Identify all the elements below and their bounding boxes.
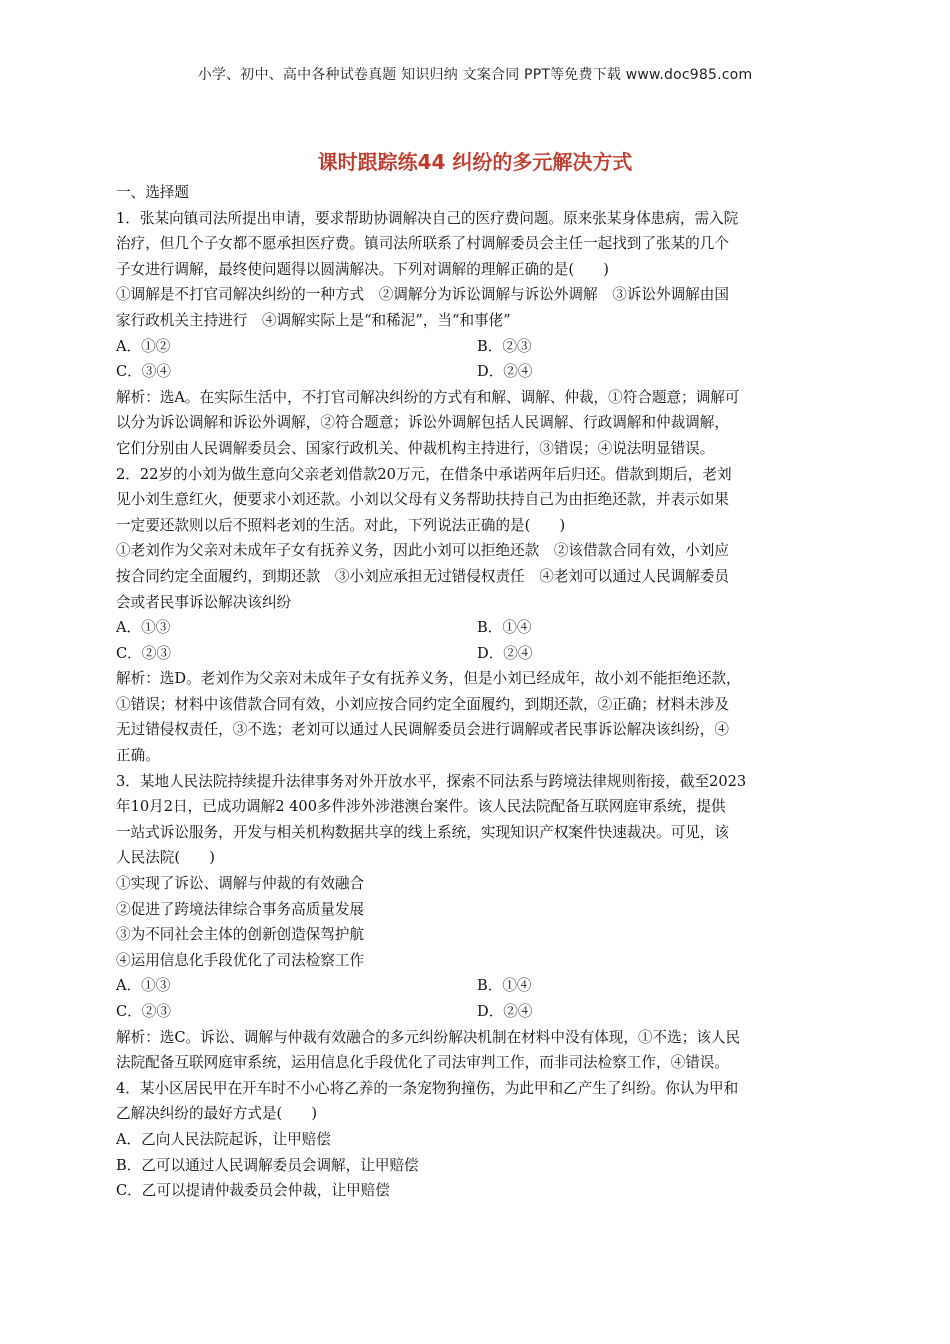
question-stem-line: ①调解是不打官司解决纠纷的一种方式 ②调解分为诉讼调解与诉讼外调解 ③诉讼外调解由国 [116,286,729,304]
question-statement: ②促进了跨境法律综合事务高质量发展 [116,900,365,918]
analysis-line: 解析：选D。老刘作为父亲对未成年子女有抚养义务，但是小刘已经成年，故小刘不能拒绝还款， [116,670,741,688]
question-stem-line: 4．某小区居民甲在开车时不小心将乙养的一条宠物狗撞伤，为此甲和乙产生了纠纷。你认为甲和 [116,1079,739,1097]
analysis-line: 解析：选A。在实际生活中，不打官司解决纠纷的方式有和解、调解、仲裁，①符合题意；调解可 [116,388,740,406]
option-b: B．①④ [477,619,532,637]
question-stem-line: 1．张某向镇司法所提出申请，要求帮助协调解决自己的医疗费问题。原来张某身体患病，需入院 [116,209,739,227]
question-2 [116,462,838,769]
document-body [116,180,838,1204]
option-c: C．③④ [116,363,171,381]
question-statement: ①实现了诉讼、调解与仲裁的有效融合 [116,875,365,893]
question-statement: ③为不同社会主体的创新创造保驾护航 [116,926,365,944]
options-row [116,641,838,667]
option-d: D．②④ [477,644,533,662]
options-row [116,999,838,1025]
question-stem-line: 治疗，但几个子女都不愿承担医疗费。镇司法所联系了村调解委员会主任一起找到了张某的几个 [116,235,729,253]
analysis-line: 解析：选C。诉讼、调解与仲裁有效融合的多元纠纷解决机制在材料中没有体现，①不选；该人民 [116,1028,741,1046]
question-1 [116,206,838,462]
option-b: B．乙可以通过人民调解委员会调解，让甲赔偿 [116,1156,419,1174]
option-c: C．②③ [116,644,171,662]
question-4 [116,1076,838,1204]
option-b: B．②③ [477,337,532,355]
option-a: A．①② [116,337,171,355]
question-statement: ④运用信息化手段优化了司法检察工作 [116,951,365,969]
question-stem-line: 人民法院( ) [116,849,215,867]
analysis-line: 法院配备互联网庭审系统，运用信息化手段优化了司法审判工作，而非司法检察工作，④错误。 [116,1054,729,1072]
options-row [116,615,838,641]
question-stem-line: 一站式诉讼服务，开发与相关机构数据共享的线上系统，实现知识产权案件快速裁决。可见，该 [116,823,729,841]
option-a: A．乙向人民法院起诉，让甲赔偿 [116,1130,331,1148]
question-stem-line: 2．22岁的小刘为做生意向父亲老刘借款20万元，在借条中承诺两年后归还。借款到期后，老刘 [116,465,732,483]
question-stem-line: 按合同约定全面履约，到期还款 ③小刘应承担无过错侵权责任 ④老刘可以通过人民调解委员 [116,567,729,585]
analysis-line: 它们分别由人民调解委员会、国家行政机关、仲裁机构主持进行，③错误；④说法明显错误。 [116,439,715,457]
question-stem-line: 家行政机关主持进行 ④调解实际上是“和稀泥”，当“和事佬” [116,311,511,329]
analysis-line: ①错误；材料中该借款合同有效，小刘应按合同约定全面履约，到期还款，②正确；材料未涉及 [116,695,729,713]
question-stem-line: 见小刘生意红火，便要求小刘还款。小刘以父母有义务帮助扶持自己为由拒绝还款，并表示如果 [116,491,729,509]
site-banner: 小学、初中、高中各种试卷真题 知识归纳 文案合同 PPT等免费下载 www.doc985.com [197,67,753,83]
question-stem-line: 年10月2日，已成功调解2 400多件涉外涉港澳台案件。该人民法院配备互联网庭审系统，提供 [116,798,726,816]
analysis-line: 以分为诉讼调解和诉讼外调解，②符合题意；诉讼外调解包括人民调解、行政调解和仲裁调解， [116,414,729,432]
question-stem-line: 会或者民事诉讼解决该纠纷 [116,593,292,611]
options-row [116,334,838,360]
option-d: D．②④ [477,363,533,381]
option-a: A．①③ [116,977,171,995]
section-heading: 一、选择题 [116,184,189,201]
question-stem-line: 一定要还款则以后不照料老刘的生活。对此，下列说法正确的是( ) [116,516,566,534]
option-b: B．①④ [477,977,532,995]
page-title: 课时跟踪练44 纠纷的多元解决方式 [317,150,633,174]
options-row [116,973,838,999]
question-3 [116,769,838,1076]
analysis-line: 无过错侵权责任，③不选；老刘可以通过人民调解委员会进行调解或者民事诉讼解决该纠纷，④ [116,721,729,739]
option-c: C．②③ [116,1003,171,1020]
option-d: D．②④ [477,1003,533,1020]
option-a: A．①③ [116,619,171,637]
options-row [116,359,838,385]
analysis-line: 正确。 [116,747,160,765]
question-stem-line: 3．某地人民法院持续提升法律事务对外开放水平，探索不同法系与跨境法律规则衔接，截至2023 [116,772,747,790]
question-stem-line: ①老刘作为父亲对未成年子女有抚养义务，因此小刘可以拒绝还款 ②该借款合同有效，小刘应 [116,542,729,560]
question-stem-line: 乙解决纠纷的最好方式是( ) [116,1105,318,1123]
question-stem-line: 子女进行调解，最终使问题得以圆满解决。下列对调解的理解正确的是( ) [116,260,609,278]
option-c: C．乙可以提请仲裁委员会仲裁，让甲赔偿 [116,1182,390,1200]
